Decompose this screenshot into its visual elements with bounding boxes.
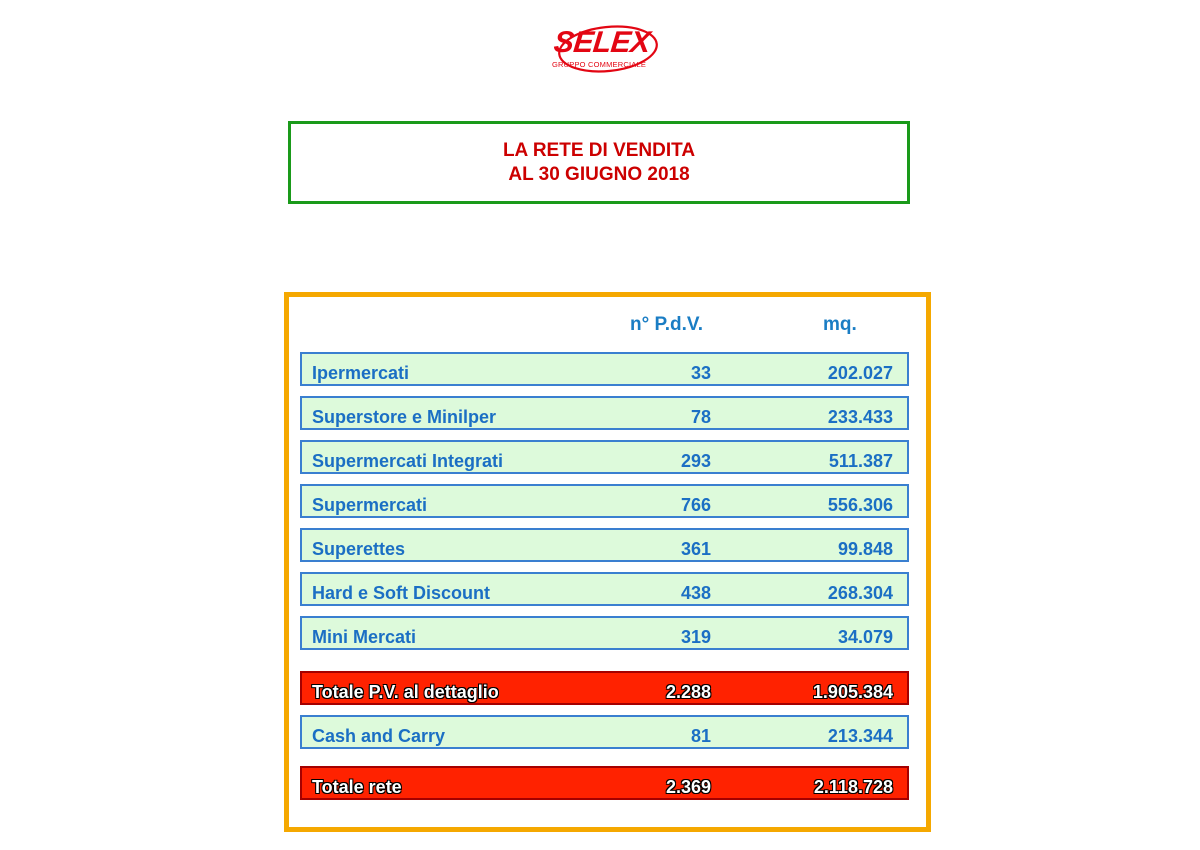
row-label: Ipermercati [312,363,410,383]
logo-brand: SELEX [552,26,652,59]
column-header-pdv: n° P.d.V. [630,314,704,335]
row-pdv-count: 438 [680,583,711,603]
row-label: Supermercati Integrati [312,451,504,471]
row-square-meters: 511.387 [828,451,893,471]
table-row [300,616,909,650]
row-square-meters: 99.848 [837,539,893,559]
row-pdv-count: 81 [690,726,711,746]
column-header-mq: mq. [823,314,857,335]
row-label: Totale P.V. al dettaglio [312,682,499,702]
table-row [300,528,909,562]
row-label: Supermercati [312,495,428,515]
row-pdv-count: 33 [690,363,711,383]
table-row [300,572,909,606]
table-row [300,715,909,749]
row-square-meters: 556.306 [827,495,893,515]
row-label: Mini Mercati [312,627,417,647]
row-pdv-count: 2.288 [665,682,711,702]
row-pdv-count: 2.369 [665,777,711,797]
row-label: Superettes [312,539,406,559]
row-square-meters: 2.118.728 [813,777,893,797]
title-line-2: AL 30 GIUGNO 2018 [508,163,690,185]
table-row [300,484,909,518]
row-pdv-count: 766 [680,495,711,515]
row-pdv-count: 361 [680,539,711,559]
row-square-meters: 34.079 [837,627,893,647]
row-square-meters: 233.433 [827,407,893,427]
row-square-meters: 202.027 [827,363,893,383]
total-network-row [300,766,909,800]
row-label: Superstore e Minilper [312,407,497,427]
row-square-meters: 213.344 [827,726,893,746]
row-label: Hard e Soft Discount [312,583,491,603]
row-label: Cash and Carry [312,726,446,746]
row-label: Totale rete [312,777,402,797]
title-box [288,121,910,204]
logo-tagline: GRUPPO COMMERCIALE [552,60,647,69]
title-line-1: LA RETE DI VENDITA [502,139,696,161]
table-row [300,352,909,386]
total-retail-row [300,671,909,705]
row-square-meters: 1.905.384 [812,682,893,702]
row-pdv-count: 78 [690,407,711,427]
table-row [300,440,909,474]
row-pdv-count: 319 [680,627,711,647]
row-pdv-count: 293 [680,451,711,471]
table-row [300,396,909,430]
row-square-meters: 268.304 [827,583,893,603]
selex-logo [548,22,660,78]
